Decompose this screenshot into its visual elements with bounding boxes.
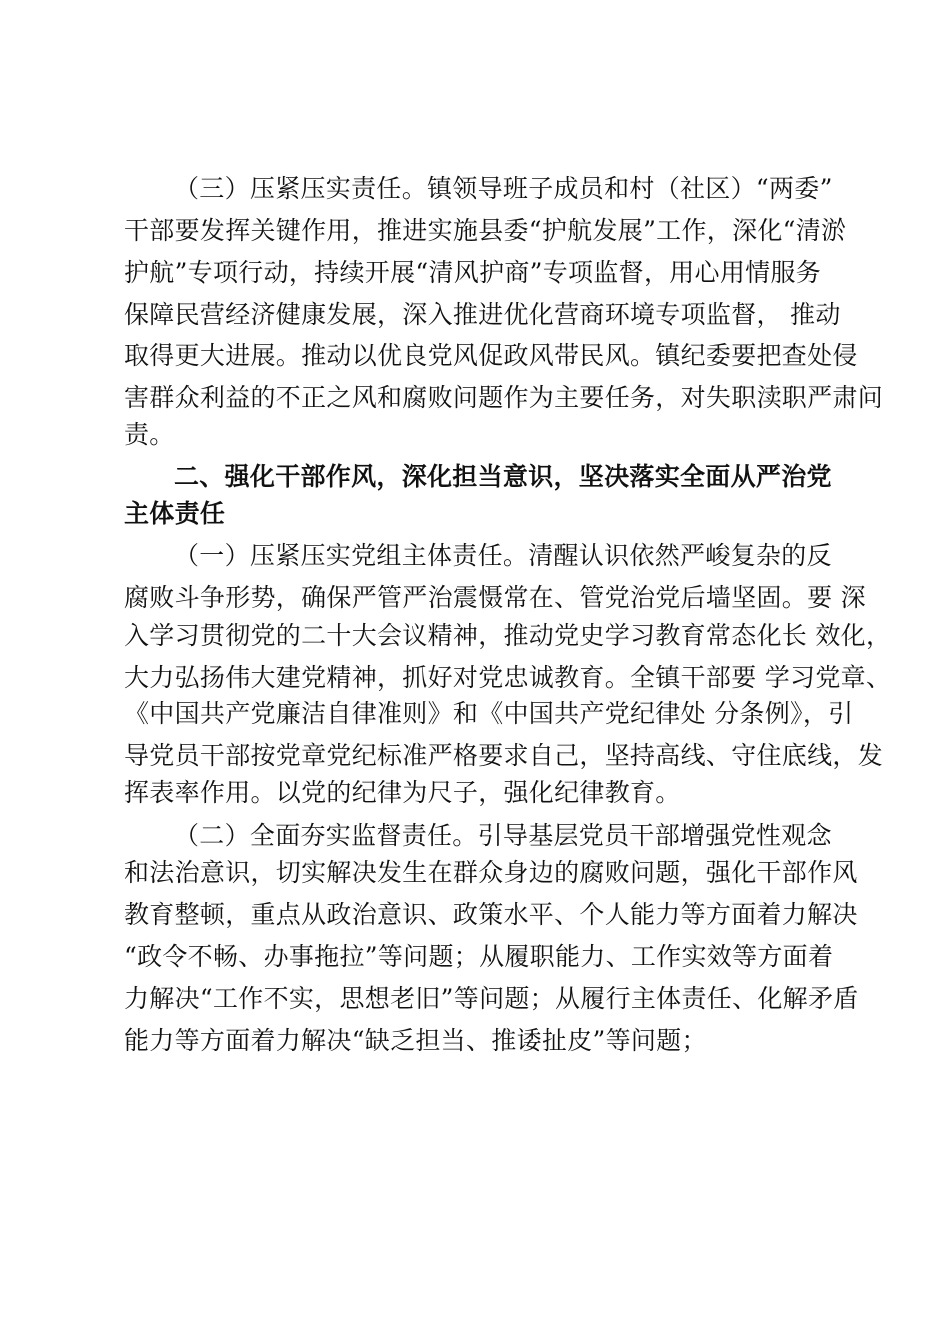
text-line: 腐败斗争形势，确保严管严治震慑常在、管党治党后墙坚固。要 深: [124, 583, 866, 612]
section-heading-continued: 主体责任: [124, 499, 226, 528]
text-line: 保障民营经济健康发展，深入推进优化营商环境专项监督， 推动: [124, 300, 841, 329]
text-line: （二）全面夯实监督责任。引导基层党员干部增强党性观念: [174, 821, 832, 850]
text-line: 挥表率作用。以党的纪律为尺子，强化纪律教育。: [124, 778, 681, 807]
text-line: 大力弘扬伟大建党精神，抓好对党忠诚教育。全镇干部要 学习党章、: [124, 663, 892, 692]
text-line: 入学习贯彻党的二十大会议精神，推动党史学习教育常态化长 效化，: [124, 621, 892, 650]
text-line: 护航”专项行动，持续开展“清风护商”专项监督，用心用情服务: [124, 258, 822, 287]
text-line: （三）压紧压实责任。镇领导班子成员和村（社区）“两委”: [174, 174, 833, 203]
text-line: 责。: [124, 420, 175, 449]
text-line: 教育整顿，重点从政治意识、政策水平、个人能力等方面着力解决: [124, 900, 858, 929]
text-line: “政令不畅、办事拖拉”等问题；从履职能力、工作实效等方面着: [124, 942, 834, 971]
text-line: 取得更大进展。推动以优良党风促政风带民风。镇纪委要把查处侵: [124, 341, 858, 370]
text-line: （一）压紧压实党组主体责任。清醒认识依然严峻复杂的反: [174, 541, 832, 570]
text-line: 害群众利益的不正之风和腐败问题作为主要任务，对失职渎职严肃问: [124, 383, 884, 412]
section-heading: 二、强化干部作风，深化担当意识，坚决落实全面从严治党: [174, 462, 832, 491]
text-line: 能力等方面着力解决“缺乏担当、推诿扯皮”等问题；: [124, 1026, 707, 1055]
text-line: 《中国共产党廉洁自律准则》和《中国共产党纪律处 分条例》，引: [124, 699, 854, 728]
text-line: 力解决“工作不实，思想老旧”等问题；从履行主体责任、化解矛盾: [124, 984, 859, 1013]
text-line: 干部要发挥关键作用，推进实施县委“护航发展”工作，深化“清淤: [124, 216, 847, 245]
text-line: 和法治意识，切实解决发生在群众身边的腐败问题，强化干部作风: [124, 858, 858, 887]
text-line: 导党员干部按党章党纪标准严格要求自己，坚持高线、守住底线，发: [124, 741, 884, 770]
